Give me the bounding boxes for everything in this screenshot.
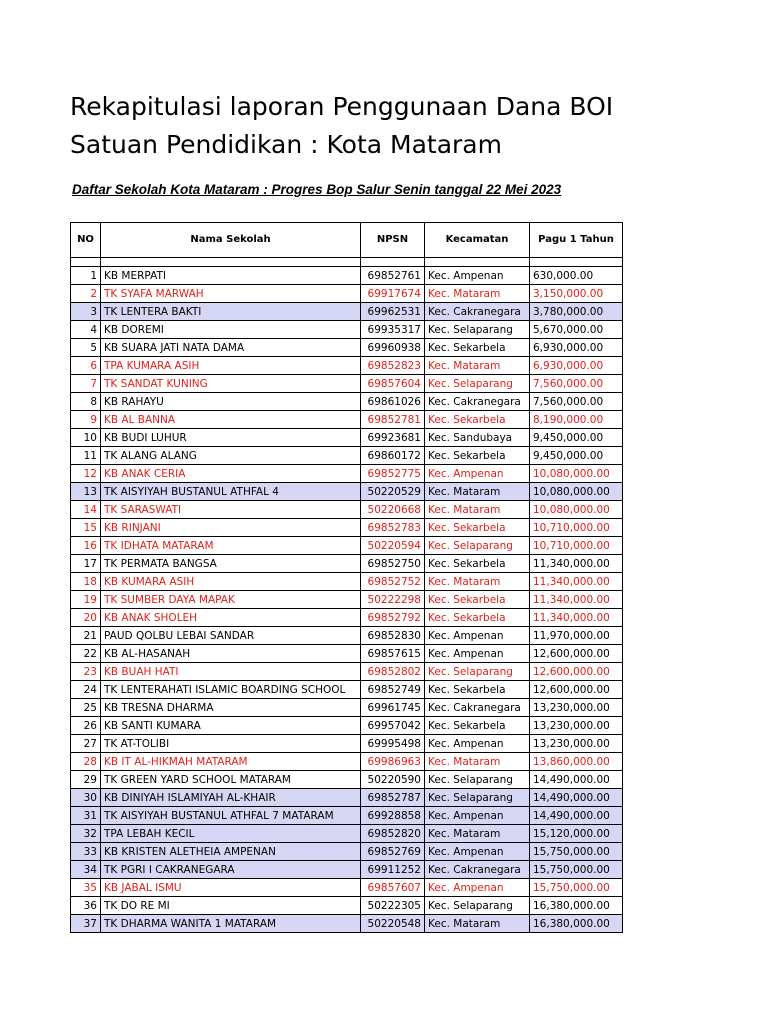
cell-no: 7: [71, 375, 101, 393]
cell-no: 20: [71, 609, 101, 627]
cell-no: 26: [71, 717, 101, 735]
cell-pagu: 11,340,000.00: [530, 555, 623, 573]
cell-no: 12: [71, 465, 101, 483]
cell-no: 30: [71, 789, 101, 807]
cell-npsn: 69852823: [361, 357, 425, 375]
cell-school-name: KB KUMARA ASIH: [101, 573, 361, 591]
cell-pagu: 15,750,000.00: [530, 843, 623, 861]
table-row: [71, 501, 623, 519]
column-header-npsn: NPSN: [361, 223, 425, 258]
cell-pagu: 3,150,000.00: [530, 285, 623, 303]
cell-npsn: 69857604: [361, 375, 425, 393]
cell-npsn: 69962531: [361, 303, 425, 321]
cell-npsn: 69852830: [361, 627, 425, 645]
cell-school-name: TK DHARMA WANITA 1 MATARAM: [101, 915, 361, 933]
table-row: [71, 519, 623, 537]
table-row: [71, 627, 623, 645]
cell-no: 11: [71, 447, 101, 465]
table-row: [71, 717, 623, 735]
cell-npsn: 69852781: [361, 411, 425, 429]
cell-kecamatan: Kec. Cakranegara: [425, 303, 530, 321]
cell-no: 8: [71, 393, 101, 411]
cell-pagu: 9,450,000.00: [530, 429, 623, 447]
cell-pagu: 14,490,000.00: [530, 789, 623, 807]
table-row: [71, 897, 623, 915]
cell-npsn: 69857607: [361, 879, 425, 897]
cell-school-name: TK PGRI I CAKRANEGARA: [101, 861, 361, 879]
table-caption: Daftar Sekolah Kota Mataram : Progres Bop Salur Senin tanggal 22 Mei 2023: [72, 182, 562, 197]
cell-npsn: 69986963: [361, 753, 425, 771]
table-row: [71, 681, 623, 699]
cell-pagu: 13,230,000.00: [530, 717, 623, 735]
table-row: [71, 411, 623, 429]
cell-pagu: 10,710,000.00: [530, 519, 623, 537]
cell-no: 14: [71, 501, 101, 519]
table-header-row: [71, 223, 623, 258]
cell-npsn: 69852750: [361, 555, 425, 573]
cell-school-name: KB RAHAYU: [101, 393, 361, 411]
cell-no: 23: [71, 663, 101, 681]
table-row: [71, 789, 623, 807]
cell-kecamatan: Kec. Mataram: [425, 483, 530, 501]
cell-kecamatan: Kec. Cakranegara: [425, 861, 530, 879]
cell-no: 4: [71, 321, 101, 339]
cell-no: 15: [71, 519, 101, 537]
cell-npsn: 69957042: [361, 717, 425, 735]
cell-kecamatan: Kec. Ampenan: [425, 627, 530, 645]
cell-no: 36: [71, 897, 101, 915]
cell-no: 31: [71, 807, 101, 825]
cell-kecamatan: Kec. Ampenan: [425, 843, 530, 861]
cell-school-name: KB TRESNA DHARMA: [101, 699, 361, 717]
cell-kecamatan: Kec. Sandubaya: [425, 429, 530, 447]
cell-kecamatan: Kec. Sekarbela: [425, 519, 530, 537]
table-row: [71, 393, 623, 411]
cell-no: 25: [71, 699, 101, 717]
cell-npsn: 69852787: [361, 789, 425, 807]
cell-kecamatan: Kec. Sekarbela: [425, 411, 530, 429]
cell-npsn: 50220590: [361, 771, 425, 789]
cell-school-name: KB BUDI LUHUR: [101, 429, 361, 447]
cell-npsn: 50220668: [361, 501, 425, 519]
cell-no: 17: [71, 555, 101, 573]
cell-npsn: 50220529: [361, 483, 425, 501]
table-row: [71, 267, 623, 285]
cell-school-name: KB SANTI KUMARA: [101, 717, 361, 735]
column-header-kecamatan: Kecamatan: [425, 223, 530, 258]
cell-pagu: 6,930,000.00: [530, 339, 623, 357]
cell-school-name: TK SANDAT KUNING: [101, 375, 361, 393]
table-row: [71, 303, 623, 321]
cell-school-name: TK LENTERAHATI ISLAMIC BOARDING SCHOOL: [101, 681, 361, 699]
cell-kecamatan: Kec. Selaparang: [425, 537, 530, 555]
cell-no: 5: [71, 339, 101, 357]
cell-school-name: KB IT AL-HIKMAH MATARAM: [101, 753, 361, 771]
cell-no: 3: [71, 303, 101, 321]
table-row: [71, 879, 623, 897]
column-header-pagu: Pagu 1 Tahun: [530, 223, 623, 258]
cell-no: 27: [71, 735, 101, 753]
cell-npsn: 69852752: [361, 573, 425, 591]
cell-no: 13: [71, 483, 101, 501]
cell-kecamatan: Kec. Sekarbela: [425, 339, 530, 357]
table-row: [71, 609, 623, 627]
cell-npsn: 69852775: [361, 465, 425, 483]
cell-school-name: TK LENTERA BAKTI: [101, 303, 361, 321]
cell-npsn: 69852802: [361, 663, 425, 681]
cell-npsn: 69861026: [361, 393, 425, 411]
cell-kecamatan: Kec. Selaparang: [425, 771, 530, 789]
cell-pagu: 12,600,000.00: [530, 681, 623, 699]
table-row: [71, 735, 623, 753]
cell-school-name: KB KRISTEN ALETHEIA AMPENAN: [101, 843, 361, 861]
cell-npsn: 69911252: [361, 861, 425, 879]
cell-school-name: TK PERMATA BANGSA: [101, 555, 361, 573]
table-row: [71, 807, 623, 825]
cell-pagu: 15,750,000.00: [530, 879, 623, 897]
cell-school-name: TK AISYIYAH BUSTANUL ATHFAL 4: [101, 483, 361, 501]
cell-npsn: 69935317: [361, 321, 425, 339]
cell-kecamatan: Kec. Cakranegara: [425, 699, 530, 717]
cell-pagu: 13,230,000.00: [530, 699, 623, 717]
cell-kecamatan: Kec. Mataram: [425, 915, 530, 933]
cell-no: 16: [71, 537, 101, 555]
table-row: [71, 663, 623, 681]
cell-no: 29: [71, 771, 101, 789]
cell-kecamatan: Kec. Ampenan: [425, 267, 530, 285]
table-row: [71, 771, 623, 789]
cell-school-name: KB JABAL ISMU: [101, 879, 361, 897]
cell-school-name: KB DINIYAH ISLAMIYAH AL-KHAIR: [101, 789, 361, 807]
cell-school-name: TPA LEBAH KECIL: [101, 825, 361, 843]
cell-kecamatan: Kec. Sekarbela: [425, 447, 530, 465]
cell-pagu: 3,780,000.00: [530, 303, 623, 321]
table-row: [71, 357, 623, 375]
cell-npsn: 50220548: [361, 915, 425, 933]
cell-no: 6: [71, 357, 101, 375]
cell-npsn: 50222298: [361, 591, 425, 609]
cell-npsn: 69860172: [361, 447, 425, 465]
cell-npsn: 69960938: [361, 339, 425, 357]
cell-npsn: 69995498: [361, 735, 425, 753]
cell-school-name: TK SUMBER DAYA MAPAK: [101, 591, 361, 609]
cell-npsn: 69852783: [361, 519, 425, 537]
cell-pagu: 11,970,000.00: [530, 627, 623, 645]
cell-no: 24: [71, 681, 101, 699]
cell-no: 37: [71, 915, 101, 933]
cell-no: 35: [71, 879, 101, 897]
cell-kecamatan: Kec. Selaparang: [425, 375, 530, 393]
cell-school-name: KB SUARA JATI NATA DAMA: [101, 339, 361, 357]
cell-no: 34: [71, 861, 101, 879]
table-row: [71, 591, 623, 609]
page-subtitle-unit: Satuan Pendidikan : Kota Mataram: [70, 130, 502, 159]
cell-pagu: 13,860,000.00: [530, 753, 623, 771]
cell-school-name: TK DO RE MI: [101, 897, 361, 915]
cell-pagu: 14,490,000.00: [530, 807, 623, 825]
cell-no: 18: [71, 573, 101, 591]
cell-school-name: KB MERPATI: [101, 267, 361, 285]
table-row: [71, 861, 623, 879]
cell-no: 32: [71, 825, 101, 843]
cell-kecamatan: Kec. Sekarbela: [425, 681, 530, 699]
cell-pagu: 10,080,000.00: [530, 483, 623, 501]
table-row: [71, 555, 623, 573]
cell-npsn: 69852749: [361, 681, 425, 699]
table-row: [71, 375, 623, 393]
cell-kecamatan: Kec. Mataram: [425, 357, 530, 375]
cell-kecamatan: Kec. Sekarbela: [425, 609, 530, 627]
cell-school-name: KB AL-HASANAH: [101, 645, 361, 663]
table-row: [71, 483, 623, 501]
table-row: [71, 339, 623, 357]
cell-pagu: 11,340,000.00: [530, 573, 623, 591]
cell-pagu: 16,380,000.00: [530, 915, 623, 933]
cell-npsn: 69961745: [361, 699, 425, 717]
cell-npsn: 69923681: [361, 429, 425, 447]
page-title: Rekapitulasi laporan Penggunaan Dana BOI: [70, 92, 614, 121]
cell-kecamatan: Kec. Selaparang: [425, 789, 530, 807]
cell-npsn: 69928858: [361, 807, 425, 825]
cell-school-name: TK AISYIYAH BUSTANUL ATHFAL 7 MATARAM: [101, 807, 361, 825]
cell-no: 1: [71, 267, 101, 285]
cell-school-name: TK ALANG ALANG: [101, 447, 361, 465]
table-row: [71, 843, 623, 861]
cell-npsn: 69852769: [361, 843, 425, 861]
cell-npsn: 69857615: [361, 645, 425, 663]
cell-kecamatan: Kec. Mataram: [425, 753, 530, 771]
cell-no: 33: [71, 843, 101, 861]
table-row: [71, 825, 623, 843]
cell-school-name: PAUD QOLBU LEBAI SANDAR: [101, 627, 361, 645]
cell-school-name: TK IDHATA MATARAM: [101, 537, 361, 555]
cell-no: 9: [71, 411, 101, 429]
cell-pagu: 14,490,000.00: [530, 771, 623, 789]
cell-school-name: TK AT-TOLIBI: [101, 735, 361, 753]
table-row: [71, 753, 623, 771]
cell-npsn: 69852820: [361, 825, 425, 843]
cell-npsn: 69917674: [361, 285, 425, 303]
spacer-row: [71, 258, 623, 267]
table-row: [71, 537, 623, 555]
cell-kecamatan: Kec. Ampenan: [425, 735, 530, 753]
cell-school-name: TK SARASWATI: [101, 501, 361, 519]
table-row: [71, 285, 623, 303]
cell-pagu: 15,120,000.00: [530, 825, 623, 843]
cell-kecamatan: Kec. Ampenan: [425, 879, 530, 897]
cell-school-name: KB ANAK CERIA: [101, 465, 361, 483]
cell-school-name: KB RINJANI: [101, 519, 361, 537]
cell-pagu: 16,380,000.00: [530, 897, 623, 915]
cell-school-name: TPA KUMARA ASIH: [101, 357, 361, 375]
table-row: [71, 321, 623, 339]
cell-pagu: 630,000.00: [530, 267, 623, 285]
cell-kecamatan: Kec. Sekarbela: [425, 555, 530, 573]
cell-kecamatan: Kec. Sekarbela: [425, 591, 530, 609]
table-row: [71, 429, 623, 447]
cell-no: 28: [71, 753, 101, 771]
cell-pagu: 9,450,000.00: [530, 447, 623, 465]
table-row: [71, 699, 623, 717]
cell-pagu: 5,670,000.00: [530, 321, 623, 339]
cell-pagu: 10,080,000.00: [530, 465, 623, 483]
cell-school-name: KB DOREMI: [101, 321, 361, 339]
cell-pagu: 11,340,000.00: [530, 591, 623, 609]
cell-no: 21: [71, 627, 101, 645]
cell-npsn: 69852761: [361, 267, 425, 285]
cell-kecamatan: Kec. Sekarbela: [425, 717, 530, 735]
cell-kecamatan: Kec. Ampenan: [425, 645, 530, 663]
table-row: [71, 465, 623, 483]
cell-pagu: 7,560,000.00: [530, 393, 623, 411]
cell-pagu: 15,750,000.00: [530, 861, 623, 879]
cell-school-name: KB ANAK SHOLEH: [101, 609, 361, 627]
cell-no: 22: [71, 645, 101, 663]
cell-npsn: 50222305: [361, 897, 425, 915]
cell-kecamatan: Kec. Selaparang: [425, 321, 530, 339]
cell-kecamatan: Kec. Selaparang: [425, 663, 530, 681]
column-header-name: Nama Sekolah: [101, 223, 361, 258]
cell-pagu: 10,710,000.00: [530, 537, 623, 555]
cell-pagu: 6,930,000.00: [530, 357, 623, 375]
cell-pagu: 12,600,000.00: [530, 645, 623, 663]
cell-kecamatan: Kec. Mataram: [425, 501, 530, 519]
cell-kecamatan: Kec. Selaparang: [425, 897, 530, 915]
cell-pagu: 11,340,000.00: [530, 609, 623, 627]
cell-school-name: TK SYAFA MARWAH: [101, 285, 361, 303]
cell-npsn: 69852792: [361, 609, 425, 627]
cell-school-name: TK GREEN YARD SCHOOL MATARAM: [101, 771, 361, 789]
schools-table: [70, 222, 623, 933]
cell-npsn: 50220594: [361, 537, 425, 555]
column-header-no: NO: [71, 223, 101, 258]
cell-no: 10: [71, 429, 101, 447]
cell-pagu: 8,190,000.00: [530, 411, 623, 429]
cell-kecamatan: Kec. Mataram: [425, 573, 530, 591]
table-row: [71, 447, 623, 465]
cell-kecamatan: Kec. Mataram: [425, 825, 530, 843]
table-row: [71, 915, 623, 933]
cell-kecamatan: Kec. Ampenan: [425, 465, 530, 483]
table-row: [71, 573, 623, 591]
table-row: [71, 645, 623, 663]
cell-kecamatan: Kec. Mataram: [425, 285, 530, 303]
cell-kecamatan: Kec. Ampenan: [425, 807, 530, 825]
cell-pagu: 13,230,000.00: [530, 735, 623, 753]
cell-kecamatan: Kec. Cakranegara: [425, 393, 530, 411]
cell-pagu: 7,560,000.00: [530, 375, 623, 393]
cell-no: 2: [71, 285, 101, 303]
cell-pagu: 10,080,000.00: [530, 501, 623, 519]
cell-pagu: 12,600,000.00: [530, 663, 623, 681]
cell-school-name: KB BUAH HATI: [101, 663, 361, 681]
cell-no: 19: [71, 591, 101, 609]
cell-school-name: KB AL BANNA: [101, 411, 361, 429]
